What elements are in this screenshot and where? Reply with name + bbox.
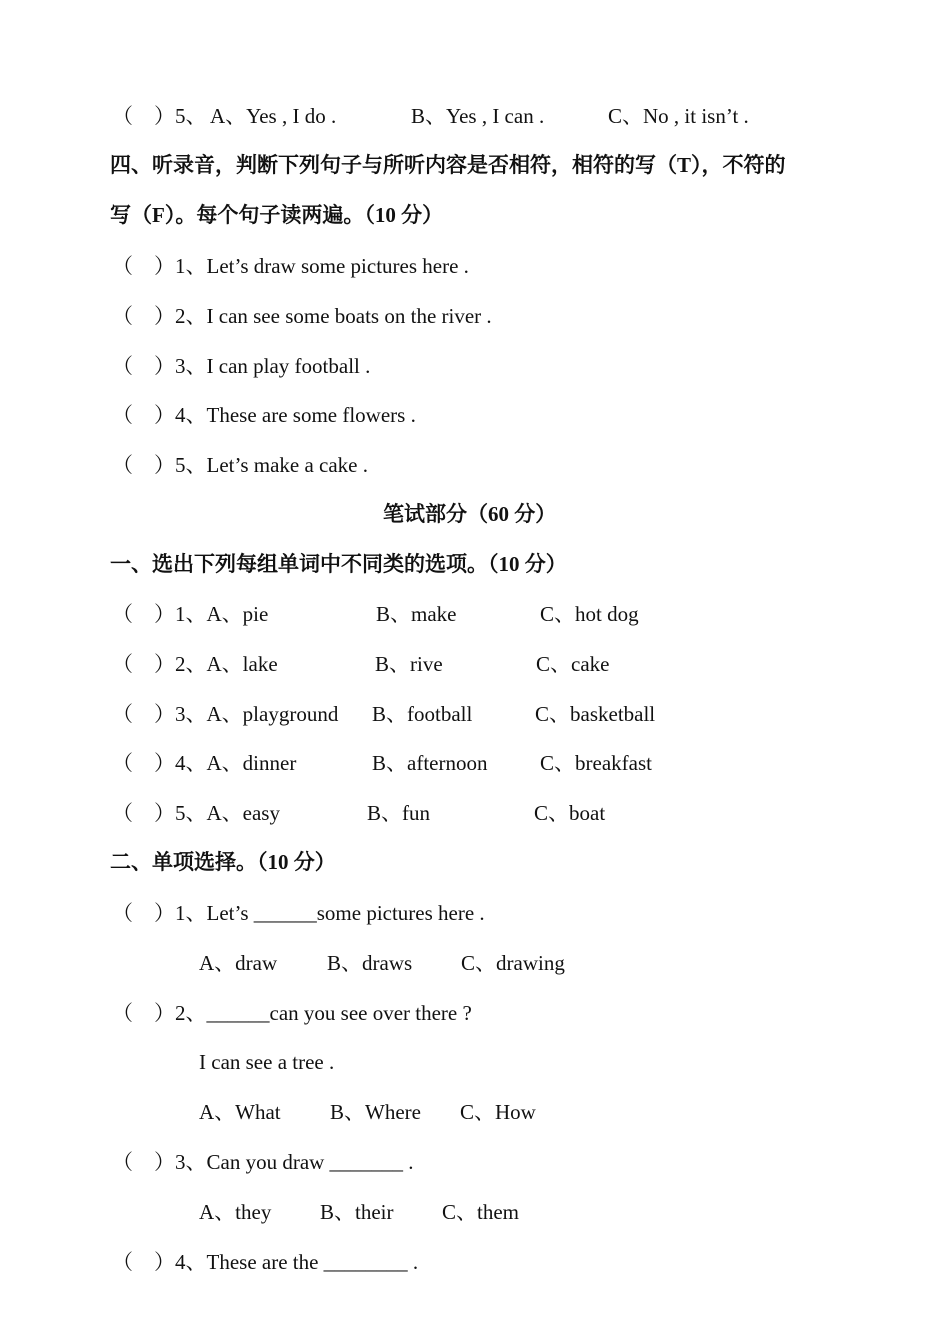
w1-item-5-prefix: （ ）5、A、easy — [112, 801, 280, 825]
w1-item-4-option-c: C、breakfast — [540, 751, 652, 775]
w1-item-1-option-c: C、hot dog — [540, 602, 639, 626]
listening-q5-option-c: C、No , it isn’t . — [608, 104, 749, 128]
w1-item-4-prefix: （ ）4、A、dinner — [112, 751, 297, 775]
w2-q2-answer-line: I can see a tree . — [199, 1050, 335, 1074]
written-section-title: 笔试部分（60 分） — [383, 502, 557, 526]
written-part1-heading: 一、选出下列每组单词中不同类的选项。（10 分） — [110, 552, 567, 576]
w1-item-4-option-b: B、afternoon — [372, 751, 488, 775]
w2-q2-option-c: C、How — [460, 1100, 536, 1124]
w2-q2-stem: （ ）2、______can you see over there ? — [112, 1001, 472, 1025]
w2-q3-stem: （ ）3、Can you draw _______ . — [112, 1150, 414, 1174]
listening-q5-option-a: A、Yes , I do . — [210, 104, 337, 128]
w1-item-3-option-c: C、basketball — [535, 702, 656, 726]
w2-q3-option-b: B、their — [320, 1200, 394, 1224]
w2-q1-option-c: C、drawing — [461, 951, 565, 975]
w2-q3-option-a: A、they — [199, 1200, 272, 1224]
w1-item-5-option-c: C、boat — [534, 801, 606, 825]
w2-q1-stem: （ ）1、Let’s ______some pictures here . — [112, 901, 485, 925]
w1-item-2-option-c: C、cake — [536, 652, 610, 676]
w2-q4-stem: （ ）4、These are the ________ . — [112, 1250, 419, 1274]
w1-item-3-prefix: （ ）3、A、playground — [112, 702, 339, 726]
w2-q2-option-a: A、What — [199, 1100, 281, 1124]
w2-q3-option-c: C、them — [442, 1200, 519, 1224]
w2-q1-option-a: A、draw — [199, 951, 278, 975]
listening-q5-prefix: （ ）5、 — [112, 104, 207, 128]
part4-item-1: （ ）1、Let’s draw some pictures here . — [112, 254, 469, 278]
w2-q1-option-b: B、draws — [327, 951, 413, 975]
listening-q5-option-b: B、Yes , I can . — [411, 104, 545, 128]
w1-item-3-option-b: B、football — [372, 702, 473, 726]
w1-item-5-option-b: B、fun — [367, 801, 430, 825]
written-part2-heading: 二、单项选择。（10 分） — [110, 850, 336, 874]
part4-heading-line2: 写（F）。每个句子读两遍。（10 分） — [110, 203, 444, 227]
w1-item-1-prefix: （ ）1、A、pie — [112, 602, 269, 626]
w1-item-1-option-b: B、make — [376, 602, 457, 626]
w1-item-2-prefix: （ ）2、A、lake — [112, 652, 278, 676]
part4-heading-line1: 四、听录音，判断下列句子与所听内容是否相符，相符的写（T），不符的 — [110, 153, 786, 177]
part4-item-2: （ ）2、I can see some boats on the river . — [112, 304, 492, 328]
part4-item-5: （ ）5、Let’s make a cake . — [112, 453, 368, 477]
part4-item-3: （ ）3、I can play football . — [112, 354, 371, 378]
w1-item-2-option-b: B、rive — [375, 652, 443, 676]
w2-q2-option-b: B、Where — [330, 1100, 421, 1124]
part4-item-4: （ ）4、These are some flowers . — [112, 403, 416, 427]
